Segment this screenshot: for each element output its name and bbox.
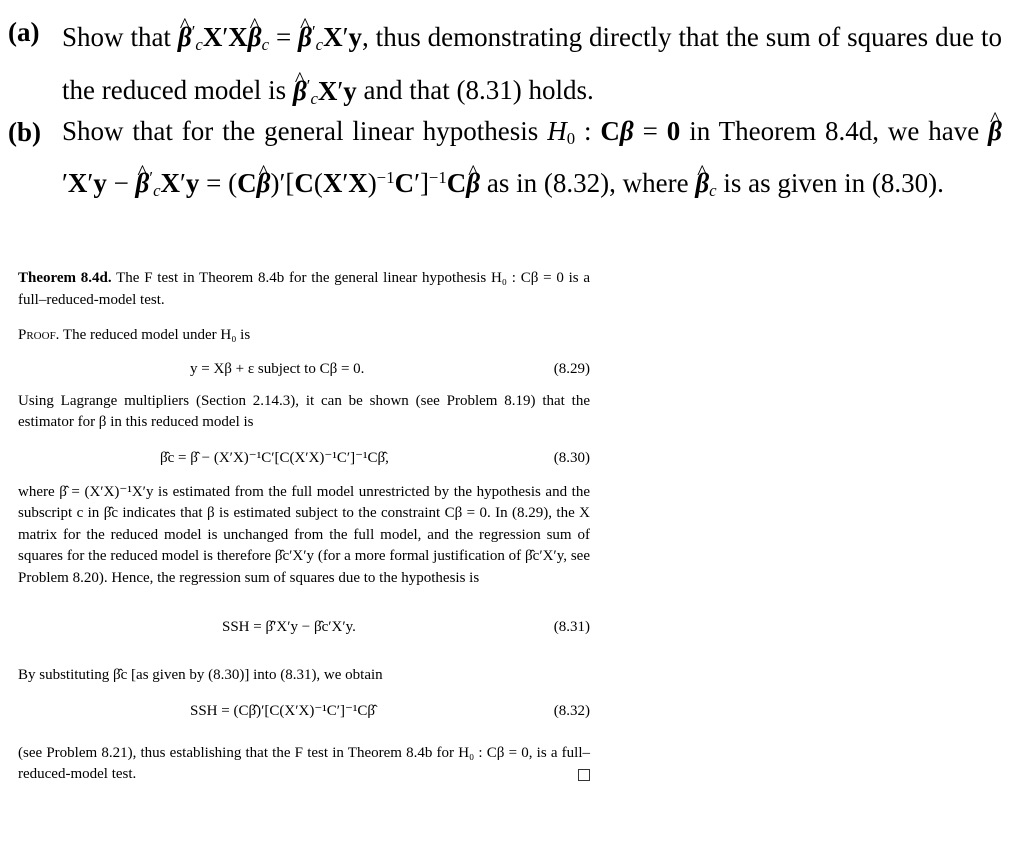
problem-a-formula-1: ^ $\beta'_cX'X\^{}$ $\beta_c$ = ^ $\beta'_cX'y$ (178, 22, 362, 52)
problem-a (0, 12, 1010, 108)
problem-b-label: (b) (8, 117, 41, 147)
problem-a-text (62, 12, 1002, 119)
equation-8-31 (18, 617, 590, 639)
conclusion-paragraph (18, 743, 590, 786)
theorem-statement: The F test in Theorem 8.4b for the general linear hypothesis H₀ : Cβ = 0 is a full–reduced-model test. (18, 270, 590, 308)
problem-b-text-2: in Theorem 8.4d, we have (689, 116, 980, 146)
equation-8-31-expression: SSH = β̂′X′y − β̂c′X′y. (222, 619, 356, 635)
problem-a-formula-2: ^ $\beta'_cX'y$ (293, 76, 357, 106)
equation-8-30-expression: β̂c = β̂ − (X′X)⁻¹C′[C(X′X)⁻¹C′]⁻¹Cβ̂, (160, 449, 389, 466)
lagrange-paragraph: Using Lagrange multipliers (Section 2.14.3), it can be shown (see Problem 8.19) that the estimator for β in this reduced model is (18, 392, 590, 430)
estimator-paragraph: where β̂ = (X′X)⁻¹X′y is estimated from the full model unrestricted by the hypothesis and the subscript c in β̂c indicates that β is estimated subject to the constraint Cβ = 0. In (8.29), the X matrix for the reduced model is unchanged from the full model, and the regression sum of squares for the reduced model is therefore β̂c′X′y (for a more formal justification of β̂c′X′y, see Problem 8.20). Hence, the regression sum of squares due to the hypothesis is (18, 483, 590, 586)
problem-b-text-1: Show that for the general linear hypothesis (62, 116, 539, 146)
equation-8-32 (18, 701, 590, 723)
problem-b-text-3: as in (8.32), where (486, 168, 689, 199)
problem-b-text (62, 112, 1002, 211)
problem-b-formula-2: ^ β′X′y − ^ $\beta'_cX'y$ = (C^ $\beta)'[C(X'X)^{-1}C']^{-1}C\^{}$ β (62, 116, 1002, 198)
problem-a-text-2: , thus demonstrating directly that the sum of squares due to the reduced model is (62, 22, 1002, 106)
equation-8-30 (18, 448, 590, 470)
proof-intro-paragraph (18, 325, 590, 347)
theorem-title: Theorem 8.4d. (18, 270, 112, 286)
equation-8-32-expression: SSH = (Cβ̂)′[C(X′X)⁻¹C′]⁻¹Cβ̂ (190, 702, 376, 719)
problem-a-text-3: and that (8.31) holds. (363, 75, 594, 106)
proof-intro: The reduced model under H₀ is (62, 327, 251, 343)
problem-b-formula-1: $H_0$ : Cβ = 0 (547, 116, 681, 149)
problem-b (0, 112, 1010, 232)
problem-a-label: (a) (8, 17, 40, 47)
problem-b-formula-3: ^ $\beta_c$ (695, 168, 716, 198)
theorem-excerpt (18, 268, 590, 786)
equation-8-31-number: (8.31) (553, 619, 590, 635)
equation-8-29 (18, 359, 590, 381)
theorem-statement-paragraph (18, 268, 590, 311)
problem-b-text-4: is as given in (8.30). (723, 168, 944, 199)
proof-label: Proof. (18, 327, 60, 343)
qed-square-icon (578, 769, 590, 781)
equation-8-29-expression: y = Xβ + ε subject to Cβ = 0. (190, 360, 365, 377)
substitution-paragraph: By substituting β̂c [as given by (8.30)] into (8.31), we obtain (18, 667, 383, 683)
problem-a-text-1: Show that (62, 22, 171, 53)
equation-8-32-number: (8.32) (553, 702, 590, 719)
conclusion-text: (see Problem 8.21), thus establishing that the F test in Theorem 8.4b for H₀ : Cβ = 0, is a full–reduced-model test. (18, 744, 590, 782)
equation-8-30-number: (8.30) (553, 449, 590, 466)
equation-8-29-number: (8.29) (553, 360, 590, 377)
